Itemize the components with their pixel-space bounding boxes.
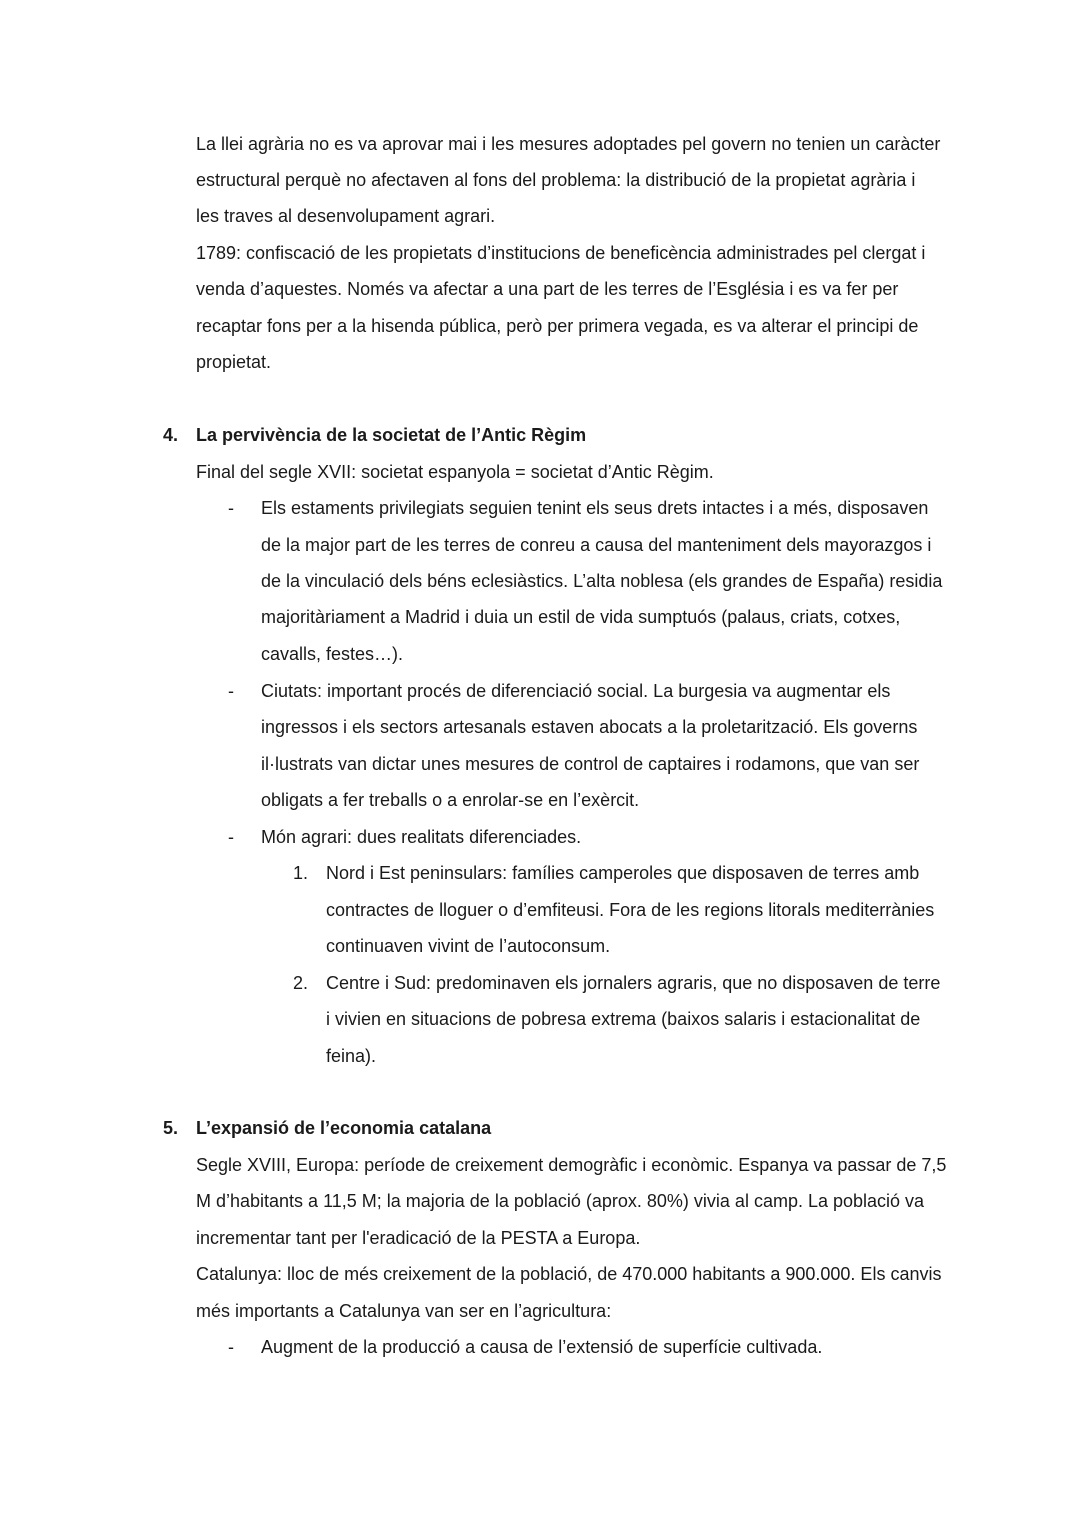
bullet-marker: - [228,498,234,518]
s4-bullet-1-line-2: de la major part de les terres de conreu a causa del manteniment dels mayorazgos i [261,535,932,555]
s4-bullet-3-line-1: Món agrari: dues realitats diferenciades. [261,827,582,847]
bullet-marker: - [228,1337,234,1357]
s4-bullet-1-line-4: majoritàriament a Madrid i duia un estil de vida sumptuós (palaus, criats, cotxes, [261,607,901,627]
sublist-1-line-3: continuaven vivint de l’autoconsum. [326,936,611,956]
sublist-1-line-1: Nord i Est peninsulars: famílies camperoles que disposaven de terres amb [326,863,920,883]
intro-p1-line-1: La llei agrària no es va aprovar mai i les mesures adoptades pel govern no tenien un caràcter [196,134,941,154]
sublist-1-line-2: contractes de lloguer o d’emfiteusi. Fora de les regions litorals mediterrànies [326,900,935,920]
s5-p1-line-2: M d’habitants a 11,5 M; la majoria de la població (aprox. 80%) vivia al camp. La població va [196,1191,925,1211]
sublist-2-line-1: Centre i Sud: predominaven els jornalers agraris, que no disposaven de terre [326,973,941,993]
s4-bullet-2-line-2: ingressos i els sectors artesanals estaven abocats a la proletarització. Els governs [261,717,918,737]
intro-p2-line-2: venda d’aquestes. Només va afectar a una part de les terres de l’Església i es va fer per [196,279,899,299]
bullet-marker: - [228,827,234,847]
s4-bullet-2-line-3: il·lustrats van dictar unes mesures de control de captaires i rodamons, que van ser [261,754,920,774]
s5-p2-line-1: Catalunya: lloc de més creixement de la població, de 470.000 habitants a 900.000. Els canvis [196,1264,942,1284]
intro-p1-line-2: estructural perquè no afectaven al fons del problema: la distribució de la propietat agrària i [196,170,916,190]
intro-p2-line-1: 1789: confiscació de les propietats d’institucions de beneficència administrades pel clergat i [196,243,926,263]
section-5-number: 5. [163,1118,179,1138]
sublist-2-line-2: i vivien en situacions de pobresa extrema (baixos salaris i estacionalitat de [326,1009,921,1029]
s4-bullet-1-line-3: de la vinculació dels béns eclesiàstics. L’alta noblesa (els grandes de España) residia [261,571,943,591]
bullet-marker: - [228,681,234,701]
section-4-lead: Final del segle XVII: societat espanyola = societat d’Antic Règim. [196,462,714,482]
s5-p1-line-3: incrementar tant per l'eradicació de la PESTA a Europa. [196,1228,641,1248]
section-5-title: L’expansió de l’economia catalana [196,1118,492,1138]
s5-p1-line-1: Segle XVIII, Europa: període de creixement demogràfic i econòmic. Espanya va passar de 7,5 [196,1155,947,1175]
sublist-2-line-3: feina). [326,1046,377,1066]
intro-p2-line-4: propietat. [196,352,272,372]
intro-p2-line-3: recaptar fons per a la hisenda pública, però per primera vegada, es va alterar el principi de [196,316,919,336]
s5-p2-line-2: més importants a Catalunya van ser en l’agricultura: [196,1301,612,1321]
section-4-number: 4. [163,425,179,445]
sublist-number-1: 1. [293,863,309,883]
sublist-number-2: 2. [293,973,309,993]
s4-bullet-1-line-1: Els estaments privilegiats seguien tenint els seus drets intactes i a més, disposaven [261,498,929,518]
intro-p1-line-3: les traves al desenvolupament agrari. [196,206,496,226]
s4-bullet-2-line-4: obligats a fer treballs o a enrolar-se en l’exèrcit. [261,790,640,810]
s5-bullet-1-line-1: Augment de la producció a causa de l’extensió de superfície cultivada. [261,1337,823,1357]
section-4-title: La pervivència de la societat de l’Antic Règim [196,425,587,445]
s4-bullet-2-line-1: Ciutats: important procés de diferenciació social. La burgesia va augmentar els [261,681,891,701]
s4-bullet-1-line-5: cavalls, festes…). [261,644,404,664]
